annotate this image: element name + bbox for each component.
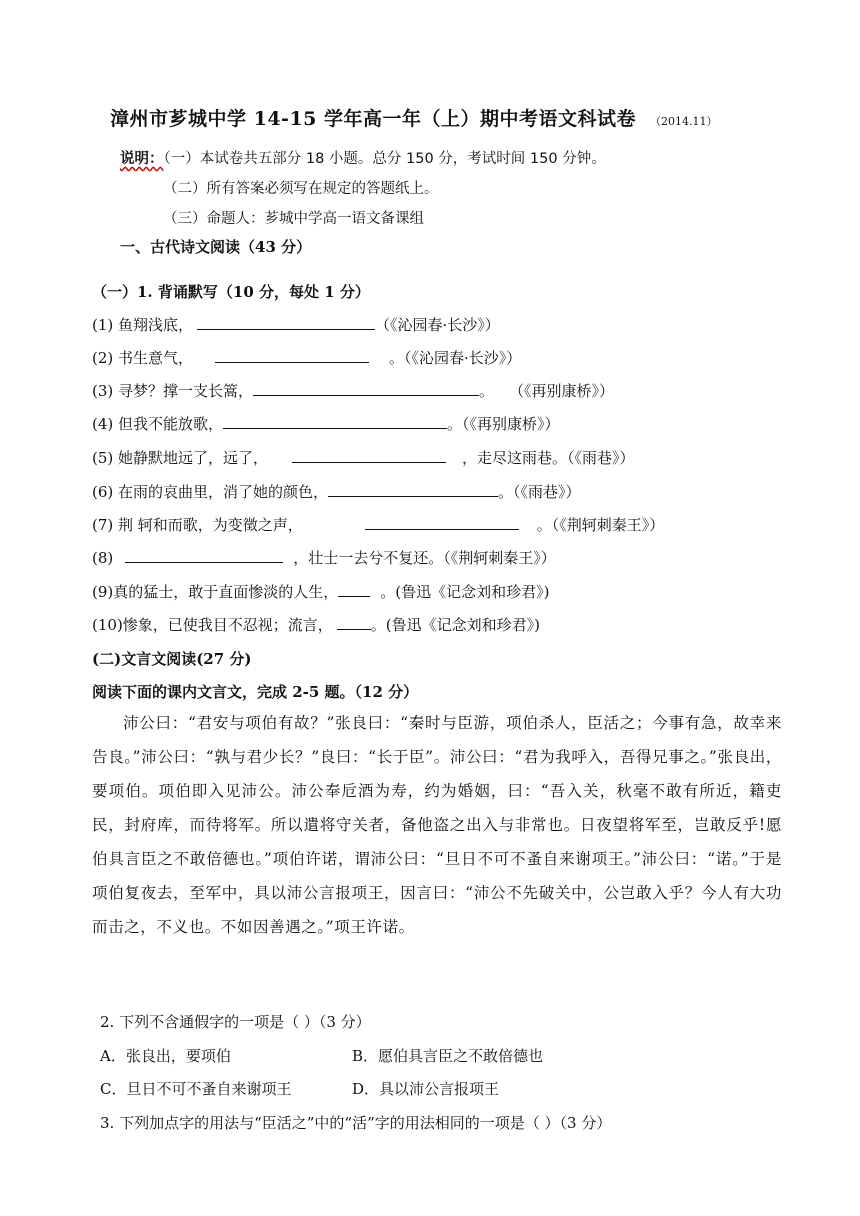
- recitation-item-3: [92, 380, 614, 401]
- classical-passage: [92, 706, 782, 944]
- item-5-source: ，走尽这雨巷。（《雨巷》）: [462, 449, 635, 467]
- item-3-source: 。 （《再别康桥》）: [479, 382, 615, 400]
- question-2: 2. 下列不含通假字的一项是（ ）（3 分）: [100, 1013, 371, 1031]
- item-8-text: (8): [92, 549, 114, 567]
- recitation-item-6: [92, 481, 581, 502]
- recitation-item-5: [92, 447, 635, 468]
- recitation-heading: （一）1. 背诵默写（10 分，每处 1 分）: [92, 283, 370, 301]
- recitation-item-7: [92, 514, 664, 535]
- notes-item-1: （一）本试卷共五部分 18 小题。总分 150 分，考试时间 150 分钟。: [163, 151, 606, 167]
- q2-option-d[interactable]: D．具以沛公言报项王: [352, 1080, 500, 1098]
- item-3-text: (3) 寻梦？撑一支长篙，: [92, 382, 254, 400]
- item-10-text: (10)惨象，已使我目不忍视；流言，: [92, 616, 333, 634]
- answer-blank-4[interactable]: [223, 414, 447, 429]
- notes-item-3: （三）命题人：芗城中学高一语文备课组: [163, 211, 424, 227]
- recitation-item-8: [92, 547, 556, 568]
- q2-option-b[interactable]: B．愿伯具言臣之不敢倍德也: [352, 1047, 544, 1065]
- exam-title-text: 漳州市芗城中学 14-15 学年高一年（上）期中考语文科试卷: [110, 108, 636, 130]
- answer-blank-1[interactable]: [197, 315, 375, 330]
- recitation-item-10: [92, 614, 540, 635]
- answer-blank-10[interactable]: [337, 615, 371, 630]
- item-1-source: （《沁园春·长沙》）: [375, 316, 500, 334]
- answer-blank-2[interactable]: [215, 348, 369, 363]
- item-6-source: 。（《雨巷》）: [498, 483, 581, 501]
- notes-item-2: （二）所有答案必须写在规定的答题纸上。: [163, 181, 439, 197]
- answer-blank-5[interactable]: [292, 448, 446, 463]
- passage-text: 沛公曰：“君安与项伯有故？”张良曰：“秦时与臣游，项伯杀人，臣活之；今事有急，故幸来告良。”沛公曰：“孰与君少长？”良曰：“长于臣”。沛公曰：“君为我呼入，吾得兄事之。”张良出，要项伯。项伯即入见沛公。沛公奉卮酒为寿，约为婚姻，曰：“吾入关，秋毫不敢有所近，籍吏民，封府库，而待将军。所以遣将守关者，备他盗之出入与非常也。日夜望将军至，岂敢反乎!愿伯具言臣之不敢倍德也。”项伯许诺，谓沛公曰：“旦日不可不蚤自来谢项王。”沛公曰：“诺。”于是项伯复夜去，至军中，具以沛公言报项王，因言曰：“沛公不先破关中，公岂敢入乎？今人有大功而击之，不义也。不如因善遇之。”项王许诺。: [92, 714, 782, 936]
- recitation-item-2: [92, 347, 521, 368]
- item-2-source: 。（《沁园春·长沙》）: [389, 349, 522, 367]
- item-4-text: (4) 但我不能放歌，: [92, 415, 224, 433]
- item-4-source: 。（《再别康桥》）: [447, 415, 560, 433]
- notes-line-1: [120, 147, 606, 168]
- item-8-source: ，壮士一去兮不复还。（《荆轲刺秦王》）: [293, 549, 556, 567]
- recitation-item-4: [92, 413, 560, 434]
- classical-reading-heading: (二)文言文阅读(27 分): [92, 650, 252, 668]
- notes-line-3: [163, 207, 424, 228]
- item-7-source: 。（《荆轲刺秦王》）: [536, 516, 665, 534]
- item-5-text: (5) 她静默地远了，远了，: [92, 449, 269, 467]
- section-1-heading: 一、古代诗文阅读（43 分）: [120, 238, 312, 256]
- item-1-text: (1) 鱼翔浅底，: [92, 316, 194, 334]
- item-9-source: 。(鲁迅《记念刘和珍君》): [380, 583, 550, 601]
- item-7-text: (7) 荆 轲和而歌，为变徵之声，: [92, 516, 303, 534]
- notes-line-2: [163, 177, 439, 198]
- answer-blank-3[interactable]: [253, 381, 479, 396]
- answer-blank-7[interactable]: [365, 515, 519, 530]
- q2-option-a[interactable]: A．张良出，要项伯: [100, 1047, 231, 1065]
- item-2-text: (2) 书生意气，: [92, 349, 194, 367]
- exam-title: [110, 104, 718, 131]
- recitation-item-1: [92, 314, 500, 335]
- recitation-item-9: [92, 581, 549, 602]
- answer-blank-8[interactable]: [125, 548, 283, 563]
- answer-blank-6[interactable]: [328, 482, 498, 497]
- notes-label: 说明：: [120, 151, 164, 167]
- q2-option-c[interactable]: C．旦日不可不蚤自来谢项王: [100, 1080, 292, 1098]
- item-6-text: (6) 在雨的哀曲里，消了她的颜色，: [92, 483, 329, 501]
- exam-date: （2014.11）: [650, 115, 718, 128]
- answer-blank-9[interactable]: [338, 582, 370, 597]
- item-10-source: 。(鲁迅《记念刘和珍君》): [370, 616, 541, 634]
- item-9-text: (9)真的猛士，敢于直面惨淡的人生，: [92, 583, 339, 601]
- question-3: 3. 下列加点字的用法与“臣活之”中的“活”字的用法相同的一项是（ ）（3 分）: [100, 1114, 612, 1132]
- reading-instruction: 阅读下面的课内文言文，完成 2-5 题。（12 分）: [92, 683, 419, 701]
